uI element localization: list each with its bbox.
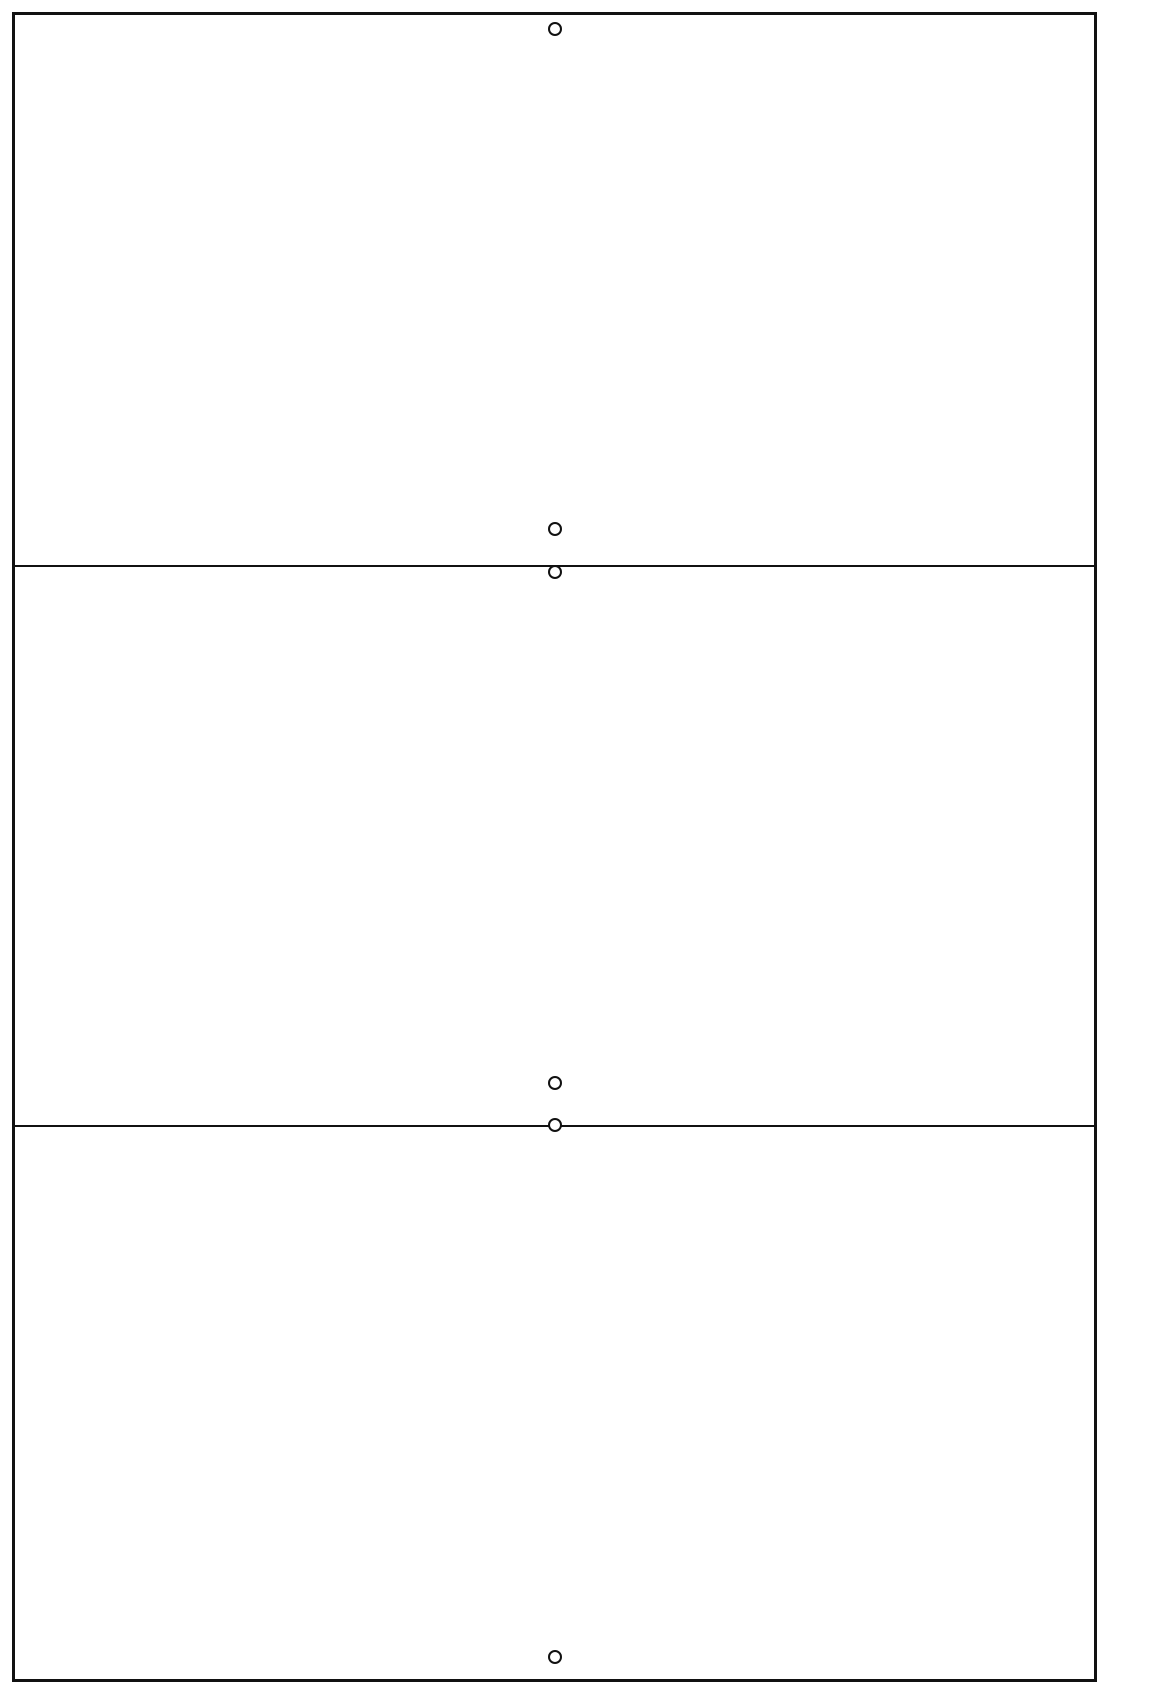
text-column <box>284 57 328 545</box>
text-column <box>744 1169 788 1659</box>
text-column <box>744 609 788 1105</box>
text-column <box>468 57 512 545</box>
text-column <box>974 1169 1018 1659</box>
text-column <box>790 57 834 545</box>
text-column <box>1020 1169 1064 1659</box>
text-column <box>882 1169 926 1659</box>
text-column <box>422 1169 466 1659</box>
text-column <box>652 57 696 545</box>
text-column <box>974 609 1018 1105</box>
text-column <box>698 609 742 1105</box>
punctuation-circle <box>548 1118 562 1132</box>
text-column <box>514 1169 558 1659</box>
text-column <box>790 1169 834 1659</box>
text-column <box>146 1169 190 1659</box>
text-column <box>192 609 236 1105</box>
text-column <box>560 1169 604 1659</box>
text-column <box>238 57 282 545</box>
text-column <box>238 609 282 1105</box>
text-column <box>100 57 144 545</box>
text-column <box>836 1169 880 1659</box>
text-column <box>468 1169 512 1659</box>
text-columns <box>15 567 1094 1125</box>
text-column <box>606 609 650 1105</box>
text-column <box>100 1169 144 1659</box>
text-column <box>284 609 328 1105</box>
text-column <box>606 57 650 545</box>
text-column <box>192 1169 236 1659</box>
text-column <box>836 57 880 545</box>
text-column <box>238 1169 282 1659</box>
text-column <box>376 1169 420 1659</box>
text-column <box>100 609 144 1105</box>
text-column <box>652 1169 696 1659</box>
punctuation-circle <box>548 1076 562 1090</box>
text-column <box>928 57 972 545</box>
punctuation-circle <box>548 565 562 579</box>
text-column <box>376 609 420 1105</box>
text-columns <box>15 1127 1094 1679</box>
text-column <box>54 57 98 545</box>
text-column <box>698 57 742 545</box>
text-column <box>146 57 190 545</box>
text-column <box>514 609 558 1105</box>
text-columns <box>15 15 1094 565</box>
punctuation-circle <box>548 1650 562 1664</box>
punctuation-circle <box>548 522 562 536</box>
panel-lower <box>15 1127 1094 1679</box>
text-column <box>882 609 926 1105</box>
text-column <box>468 609 512 1105</box>
panel-upper <box>15 15 1094 567</box>
text-column <box>422 57 466 545</box>
text-column <box>560 57 604 545</box>
panel-middle <box>15 567 1094 1127</box>
text-column <box>1020 609 1064 1105</box>
text-column <box>606 1169 650 1659</box>
text-column <box>514 57 558 545</box>
text-column <box>330 57 374 545</box>
text-column <box>54 1169 98 1659</box>
punctuation-circle <box>548 22 562 36</box>
text-column <box>928 1169 972 1659</box>
text-column <box>928 609 972 1105</box>
text-column <box>652 609 696 1105</box>
text-column <box>146 609 190 1105</box>
text-column <box>330 609 374 1105</box>
text-column <box>54 609 98 1105</box>
text-column <box>836 609 880 1105</box>
text-column <box>698 1169 742 1659</box>
text-column <box>560 609 604 1105</box>
text-column <box>790 609 834 1105</box>
text-column <box>376 57 420 545</box>
text-column <box>422 609 466 1105</box>
text-column <box>284 1169 328 1659</box>
text-column <box>192 57 236 545</box>
page-frame <box>12 12 1097 1682</box>
text-column <box>974 57 1018 545</box>
text-column <box>1020 57 1064 545</box>
text-column <box>744 57 788 545</box>
text-column <box>330 1169 374 1659</box>
text-column <box>882 57 926 545</box>
